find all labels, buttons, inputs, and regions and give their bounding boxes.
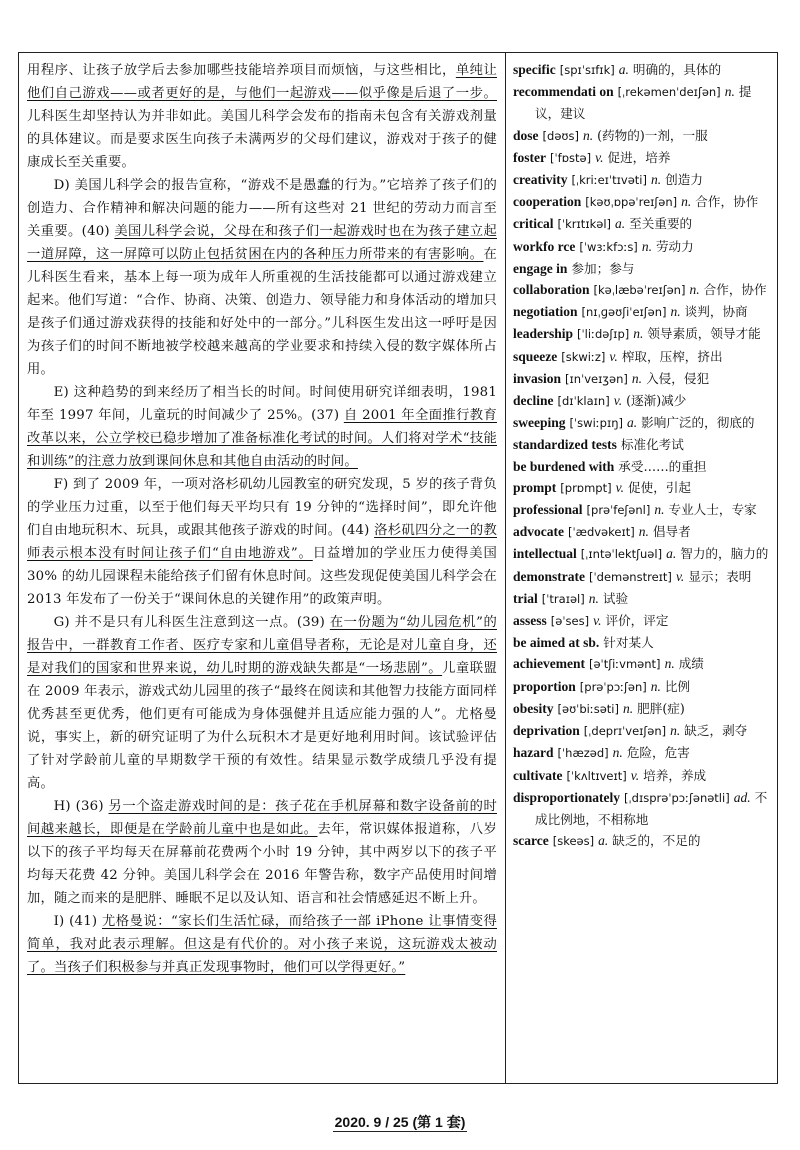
sentence: 在儿科医生看来，基本上每一项为成年人所重视的生活技能都可以通过游戏建立起来。他们写道：“合作、协商、决策、创造力、领导能力和身体活动的增加只是孩子们通过游戏获得的技能和好处中的一部分。”儿科医生发出这一呼吁是因为孩子们的时间不断地被学校越来越高的学业要求和持续入侵的数字媒体所占用。 bbox=[27, 247, 497, 377]
vocab-entry bbox=[513, 390, 773, 412]
vocab-entry bbox=[513, 610, 773, 632]
vocab-pos: v. bbox=[630, 767, 640, 783]
vocab-definition: 专业人士，专家 bbox=[668, 502, 757, 518]
issue-date: 2020. 9 / 25 (第 1 套) bbox=[334, 1114, 466, 1130]
vocab-entry bbox=[513, 59, 773, 81]
vocab-phonetic: [ˌdɪsprəˈpɔːʃənətli] bbox=[624, 790, 730, 805]
vocab-word: cultivate bbox=[513, 767, 563, 783]
vocab-definition: 入侵，侵犯 bbox=[646, 370, 710, 386]
vocab-phonetic: [dɪˈklaɪn] bbox=[557, 394, 610, 409]
vocab-definition: 倡导者 bbox=[652, 524, 691, 540]
article-column bbox=[27, 59, 497, 979]
vocab-entry bbox=[513, 323, 773, 345]
vocab-definition: 针对某人 bbox=[603, 635, 654, 651]
vocab-word: squeeze bbox=[513, 348, 558, 364]
vocab-entry bbox=[513, 566, 773, 588]
vocab-entry bbox=[513, 742, 773, 764]
vocab-phonetic: [prəˈfeʃənl] bbox=[586, 503, 651, 518]
vocab-definition: 肥胖(症) bbox=[637, 700, 685, 716]
vocab-entry bbox=[513, 434, 773, 455]
vocab-pos: n. bbox=[654, 502, 665, 518]
paragraph-label: D) bbox=[53, 178, 70, 193]
vocab-entry bbox=[513, 653, 773, 675]
content-frame bbox=[18, 52, 778, 1084]
vocab-pos: n. bbox=[650, 678, 661, 694]
underlined-sentence: 单纯让他们自己游戏——或者更好的是，与他们一起游戏——似乎像是后退了一步。 bbox=[27, 63, 497, 101]
vocab-word: dose bbox=[513, 127, 539, 143]
vocab-entry bbox=[513, 543, 773, 565]
vocab-entry bbox=[513, 698, 773, 720]
vocab-word: negotiation bbox=[513, 304, 578, 320]
vocab-word: professional bbox=[513, 502, 583, 518]
vocab-word: be burdened with bbox=[513, 458, 615, 474]
vocab-definition: 促使，引起 bbox=[628, 479, 691, 495]
vocab-pos: n. bbox=[724, 84, 735, 100]
vocab-phonetic: [spɪˈsɪfɪk] bbox=[559, 63, 615, 77]
vocab-word: assess bbox=[513, 613, 547, 629]
vocab-definition: 影响广泛的，彻底的 bbox=[641, 415, 755, 431]
sentence: 日益增加的学业压力使得美国 30% 的幼儿园课程未能给孩子们留有休息时间。这些发现促使美国儿科学会在 2013 年发布了一份关于“课间休息的关键作用”的政策声明。 bbox=[27, 546, 498, 607]
vocab-phonetic: [ˈtraɪəl] bbox=[541, 591, 585, 606]
vocab-word: engage in bbox=[513, 260, 568, 276]
vocab-word: demonstrate bbox=[513, 568, 585, 584]
vocab-entry bbox=[513, 81, 773, 124]
vocab-entry bbox=[513, 499, 773, 521]
article-paragraph bbox=[27, 910, 497, 979]
vocab-pos: ad. bbox=[733, 789, 751, 805]
sentence: 美国儿科学会的报告宣称，“游戏不是愚蠢的行为。”它培养了孩子们的创造力、合作精神和解决问题的能力——所有这些对 21 世纪的劳动力而言至关重要。(40) bbox=[27, 178, 497, 239]
vocab-word: prompt bbox=[513, 479, 557, 495]
article-paragraph bbox=[27, 473, 497, 611]
vocab-pos: n. bbox=[664, 656, 675, 672]
vocab-definition: 缺乏的，不足的 bbox=[612, 833, 701, 849]
vocab-entry bbox=[513, 720, 773, 742]
underlined-sentence: 美国儿科学会说，父母在和孩子们一起游戏时也在为孩子建立起一道屏障，这一屏障可以防止包括贫困在内的各种压力所带来的有害影响。 bbox=[27, 224, 497, 262]
vocab-pos: v. bbox=[609, 348, 618, 364]
vocab-entry bbox=[513, 301, 773, 323]
paragraph-label: H) bbox=[53, 799, 71, 814]
vocab-definition: 危险，危害 bbox=[626, 745, 690, 761]
vocab-entry bbox=[513, 521, 773, 543]
vocab-word: specific bbox=[513, 62, 556, 77]
vocab-definition: 参加；参与 bbox=[571, 260, 635, 276]
vocab-word: leadership bbox=[513, 326, 574, 342]
vocab-definition: 至关重要的 bbox=[629, 216, 693, 232]
vocab-pos: a. bbox=[666, 546, 677, 562]
vocab-word: cooperation bbox=[513, 194, 582, 210]
vocab-word: invasion bbox=[513, 370, 562, 386]
paragraph-label: E) bbox=[53, 385, 69, 400]
vocab-phonetic: [kəˌlæbəˈreɪʃən] bbox=[593, 283, 686, 298]
vocab-phonetic: [ˌrekəmenˈdeɪʃən] bbox=[617, 85, 721, 100]
vocab-entry bbox=[513, 169, 773, 191]
vocab-pos: a. bbox=[615, 216, 626, 232]
vocab-definition: 培养，养成 bbox=[643, 767, 707, 783]
vocab-definition: 明确的，具体的 bbox=[632, 62, 722, 77]
vocab-pos: n. bbox=[583, 127, 594, 143]
vocab-pos: n. bbox=[612, 745, 623, 761]
sentence: 去年，常识媒体报道称，八岁以下的孩子平均每天在屏幕前花费两个小时 19 分钟，其中两岁以下的孩子平均每天花费 42 分钟。美国儿科学会在 2016 年警告称，数字产品使用时间增加，随之而来的是肥胖、睡眠不足以及认知、语言和社会情感延迟不断上升。 bbox=[27, 822, 497, 906]
vocab-phonetic: [ˈswiːpɪŋ] bbox=[569, 416, 623, 431]
vocab-definition: 评价，评定 bbox=[605, 613, 669, 629]
vocab-word: critical bbox=[513, 216, 554, 232]
vocab-phonetic: [ˈliːdəʃɪp] bbox=[577, 327, 630, 342]
vocab-definition: (逐渐)减少 bbox=[626, 393, 687, 409]
vocab-entry bbox=[513, 676, 773, 698]
page-footer bbox=[0, 1112, 800, 1132]
underlined-sentence: 洛杉矶四分之一的教师表示根本没有时间让孩子们“自由地游戏”。 bbox=[27, 523, 497, 561]
vocab-word: disproportionately bbox=[513, 789, 621, 805]
vocab-entry bbox=[513, 477, 773, 499]
vocab-entry bbox=[513, 588, 773, 610]
vocab-definition: 试验 bbox=[602, 590, 629, 606]
vocab-word: foster bbox=[513, 149, 546, 165]
vocab-definition: 合作，协作 bbox=[703, 282, 767, 298]
underlined-sentence: 在一份题为“幼儿园危机”的报告中，一群教育工作者、医疗专家和儿童倡导者称，无论是对儿童自身，还是对我们的国家和世界来说，幼儿时期的游戏缺失都是“一场悲剧”。 bbox=[27, 615, 497, 676]
vocab-pos: a. bbox=[618, 62, 629, 77]
vocab-entry bbox=[513, 765, 773, 787]
vocab-word: creativity bbox=[513, 172, 568, 188]
vocab-pos: n. bbox=[681, 194, 692, 210]
vocab-phonetic: [ˈhæzəd] bbox=[557, 746, 609, 761]
underlined-sentence: 尤格曼说：“家长们生活忙碌，而给孩子一部 iPhone 让事情变得简单，我对此表示理解。但这是有代价的。对小孩子来说，这玩游戏太被动了。当孩子们积极参与并真正发现事物时，他们可以学得更好。” bbox=[27, 914, 497, 975]
vocab-phonetic: [ˈkʌltɪveɪt] bbox=[566, 768, 627, 783]
sentence: (36) bbox=[75, 799, 109, 814]
vocab-word: be aimed at sb. bbox=[513, 635, 600, 651]
vocab-phonetic: [ˈkrɪtɪkəl] bbox=[557, 217, 612, 232]
vocab-word: decline bbox=[513, 393, 554, 409]
vocab-pos: n. bbox=[650, 172, 662, 188]
article-paragraph bbox=[27, 381, 497, 473]
vocab-phonetic: [skeəs] bbox=[552, 834, 595, 849]
vocab-phonetic: [ˈædvəkeɪt] bbox=[568, 525, 635, 540]
vocab-word: hazard bbox=[513, 745, 554, 761]
vocab-phonetic: [prəˈpɔːʃən] bbox=[579, 679, 647, 694]
vocab-entry bbox=[513, 258, 773, 279]
vocab-pos: n. bbox=[638, 524, 649, 540]
vocab-definition: 榨取，压榨，挤出 bbox=[621, 348, 723, 364]
vocab-phonetic: [əʊˈbiːsəti] bbox=[557, 701, 619, 716]
vocab-word: obesity bbox=[513, 700, 554, 716]
vocab-phonetic: [ˈdemənstreɪt] bbox=[589, 569, 672, 584]
vocab-pos: v. bbox=[595, 149, 604, 165]
vocab-word: trial bbox=[513, 590, 538, 606]
vocab-definition: (药物的)一剂，一服 bbox=[597, 127, 708, 143]
vocab-phonetic: [əˈses] bbox=[550, 614, 590, 629]
vocab-entry bbox=[513, 412, 773, 434]
vocab-phonetic: [ˌdeprɪˈveɪʃən] bbox=[583, 724, 667, 739]
vocab-phonetic: [ˌɪntəˈlektʃuəl] bbox=[580, 547, 663, 562]
vocab-definition: 标准化考试 bbox=[620, 437, 684, 453]
paragraph-label: F) bbox=[53, 477, 69, 492]
vocab-pos: n. bbox=[641, 238, 652, 254]
vocab-phonetic: [ˈwɜːkfɔːs] bbox=[579, 239, 638, 254]
vocab-word: workfo rce bbox=[513, 238, 576, 254]
vocab-phonetic: [nɪˌɡəʊʃiˈeɪʃən] bbox=[581, 305, 667, 320]
sentence: 这种趋势的到来经历了相当长的时间。时间使用研究详细表明，1981 年至 1997 年间，儿童玩的时间减少了 25%。(37) bbox=[27, 385, 497, 423]
sentence: (41) bbox=[69, 914, 102, 929]
vocab-definition: 智力的，脑力的 bbox=[680, 546, 769, 562]
vocab-pos: a. bbox=[598, 833, 609, 849]
article-paragraph bbox=[27, 795, 497, 910]
vocab-pos: v. bbox=[615, 479, 624, 495]
vocab-pos: n. bbox=[631, 370, 643, 386]
vocab-phonetic: [dəʊs] bbox=[542, 128, 579, 143]
vocab-entry bbox=[513, 346, 773, 368]
vocab-entry bbox=[513, 368, 773, 390]
vocab-definition: 成绩 bbox=[678, 656, 704, 672]
vocab-entry bbox=[513, 236, 773, 258]
vocabulary-column bbox=[513, 59, 773, 852]
vocab-entry bbox=[513, 787, 773, 830]
vocab-phonetic: [ɪnˈveɪʒən] bbox=[565, 371, 628, 386]
vocab-word: standardized tests bbox=[513, 437, 617, 453]
underlined-sentence: 自 2001 年全面推行教育改革以来，公立学校已稳步增加了准备标准化考试的时间。人们将对学术“技能和训练”的注意力放到课间休息和其他自由活动的时间。 bbox=[27, 408, 497, 469]
vocab-entry bbox=[513, 213, 773, 235]
vocab-phonetic: [skwiːz] bbox=[561, 349, 606, 364]
underlined-sentence: 另一个盗走游戏时间的是：孩子花在手机屏幕和数字设备前的时间越来越长，即便是在学龄前儿童中也是如此。 bbox=[27, 799, 497, 837]
sentence: 儿童联盟在 2009 年表示，游戏式幼儿园里的孩子“最终在阅读和其他智力技能方面同样优秀甚至更优秀，他们更有可能成为身体强健并且适应能力强的人”。尤格曼说，事实上，新的研究证明了为什么玩积木才是更好地利用时间。该试验评估了针对学龄前儿童的早期数学干预的有效性。结果显示数学成绩几乎没有提高。 bbox=[27, 661, 498, 791]
vocab-pos: v. bbox=[593, 613, 602, 629]
vocab-definition: 承受……的重担 bbox=[618, 458, 707, 474]
vocab-definition: 谈判，协商 bbox=[684, 304, 748, 320]
vocab-definition: 不成比例地，不相称地 bbox=[535, 789, 768, 827]
sentence: 到了 2009 年，一项对洛杉矶幼儿园教室的研究发现，5 岁的孩子背负的学业压力过重，以至于他们每天平均只有 19 分钟的“选择时间”，即允许他们自由地玩积木、玩具，或跟其他孩子游戏的时间。(44) bbox=[27, 477, 497, 538]
article-paragraph bbox=[27, 174, 497, 381]
vocab-phonetic: [ˌkriːeɪˈtɪvəti] bbox=[571, 173, 647, 188]
vocab-word: achievement bbox=[513, 656, 585, 672]
vocab-word: advocate bbox=[513, 524, 564, 540]
vocab-pos: n. bbox=[670, 723, 681, 739]
vocab-phonetic: [ˈfɒstə] bbox=[550, 150, 592, 165]
vocab-pos: v. bbox=[675, 568, 685, 584]
vocab-definition: 提议，建议 bbox=[535, 84, 752, 122]
vocab-pos: n. bbox=[633, 326, 644, 342]
vocab-entry bbox=[513, 456, 773, 477]
paragraph-label: G) bbox=[53, 615, 70, 630]
sentence: 用程序、让孩子放学后去参加哪些技能培养项目而烦恼，与这些相比， bbox=[27, 63, 456, 78]
vocab-definition: 显示；表明 bbox=[688, 568, 752, 584]
vocab-word: intellectual bbox=[513, 546, 577, 562]
vocab-word: deprivation bbox=[513, 723, 580, 739]
vocab-entry bbox=[513, 125, 773, 147]
vocab-entry bbox=[513, 191, 773, 213]
vocab-entry bbox=[513, 830, 773, 852]
vocab-pos: n. bbox=[670, 304, 681, 320]
vocab-pos: v. bbox=[613, 393, 623, 409]
paragraph-label: I) bbox=[53, 914, 65, 929]
vocab-definition: 领导素质，领导才能 bbox=[647, 326, 761, 342]
vocab-pos: n. bbox=[588, 590, 599, 606]
vocab-pos: n. bbox=[622, 700, 634, 716]
vocab-definition: 促进，培养 bbox=[607, 149, 671, 165]
vocab-word: scarce bbox=[513, 833, 549, 849]
sentence: 并不是只有儿科医生注意到这一点。(39) bbox=[74, 615, 330, 630]
vocab-definition: 比例 bbox=[664, 678, 691, 694]
vocab-entry bbox=[513, 632, 773, 653]
vocab-pos: a. bbox=[627, 415, 638, 431]
vocab-entry bbox=[513, 279, 773, 301]
article-paragraph bbox=[27, 59, 497, 174]
vocab-word: recommendati on bbox=[513, 84, 614, 100]
vocab-definition: 创造力 bbox=[665, 172, 703, 188]
vocab-word: sweeping bbox=[513, 415, 566, 431]
vocab-entry bbox=[513, 147, 773, 169]
vocab-phonetic: [əˈtʃiːvmənt] bbox=[589, 657, 661, 672]
sentence: 儿科医生却坚持认为并非如此。美国儿科学会发布的指南未包含有关游戏剂量的具体建议。而是要求医生向孩子未满两岁的父母们建议，游戏对于孩子的健康成长至关重要。 bbox=[27, 109, 497, 170]
vocab-definition: 缺乏，剥夺 bbox=[684, 723, 748, 739]
vocab-definition: 劳动力 bbox=[655, 238, 694, 254]
article-paragraph bbox=[27, 611, 497, 795]
vocab-phonetic: [prɒmpt] bbox=[560, 480, 612, 495]
vocab-pos: n. bbox=[689, 282, 700, 298]
column-divider bbox=[505, 53, 506, 1083]
vocab-word: collaboration bbox=[513, 282, 590, 298]
vocab-definition: 合作，协作 bbox=[695, 194, 759, 210]
vocab-phonetic: [kəʊˌɒpəˈreɪʃən] bbox=[585, 195, 678, 210]
vocab-word: proportion bbox=[513, 678, 576, 694]
